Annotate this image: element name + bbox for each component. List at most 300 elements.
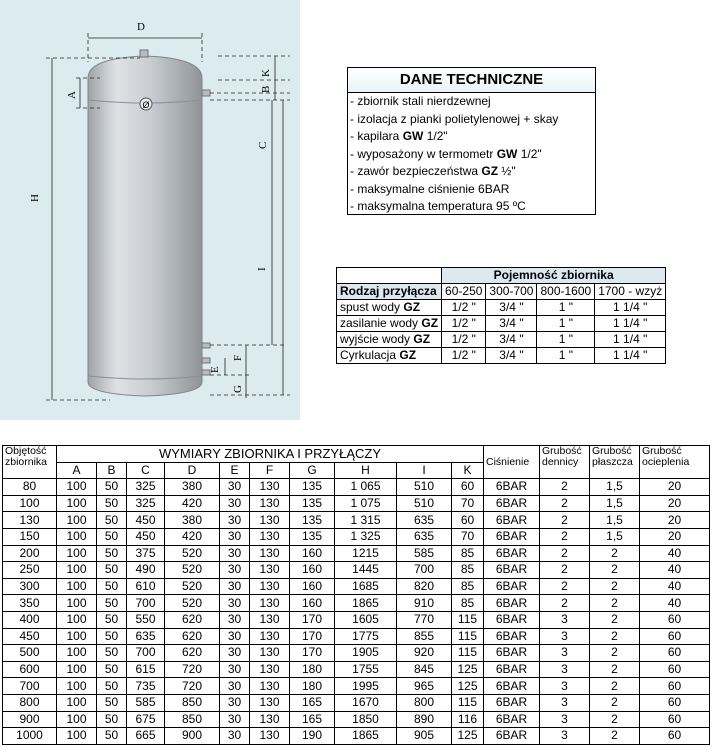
dimension-cell: 100 [57,595,97,612]
dimension-cell: 170 [290,645,335,662]
dimension-cell: 30 [220,578,250,595]
dimension-row [3,611,710,628]
dimension-cell: 160 [290,578,335,595]
dimension-cell: 30 [220,479,250,496]
tech-line [348,93,595,111]
dim-label-e: E [209,366,221,373]
dimension-cell: 160 [290,562,335,579]
dimension-cell: 2 [590,562,640,579]
technical-data-list [348,93,595,216]
dimension-cell: 500 [3,645,57,662]
tech-line [348,181,595,199]
dimension-cell: 1000 [3,728,57,745]
connection-name [337,316,442,332]
dimension-cell: 170 [290,628,335,645]
dimension-cell: 585 [397,545,452,562]
dimension-cell: 510 [397,479,452,496]
dimension-cell: 735 [127,678,165,695]
dimension-cell: 800 [397,694,452,711]
dimension-column-k: K [452,462,484,479]
dimension-cell: 3 [540,711,590,728]
dimension-cell: 125 [452,728,484,745]
dimension-cell: 70 [452,528,484,545]
connection-size: 3/4 " [486,316,537,332]
dimension-row [3,562,710,579]
dimension-cell: 60 [640,628,710,645]
dimension-cell: 30 [220,711,250,728]
dimension-cell: 20 [640,479,710,496]
dimension-cell: 6BAR [484,479,540,496]
dimension-cell: 1670 [335,694,397,711]
dimension-row [3,545,710,562]
dimension-row [3,495,710,512]
dimension-cell: 20 [640,512,710,529]
dimension-cell: 130 [250,528,290,545]
dimension-cell: 30 [220,545,250,562]
dimension-cell: 2 [590,728,640,745]
dimension-cell: 820 [397,578,452,595]
connection-size: 3/4 " [486,300,537,316]
dimension-cell: 910 [397,595,452,612]
dimension-cell: 510 [397,495,452,512]
dimension-cell: 2 [590,678,640,695]
insulation-thickness-header: Grubość ocieplenia [640,446,710,479]
dimension-cell: 100 [3,495,57,512]
dimensions-group-header: WYMIARY ZBIORNIKA I PRZYŁĄCZY [57,446,484,463]
top-fitting [140,50,148,57]
dimension-cell: 20 [640,495,710,512]
dimension-cell: 620 [165,628,220,645]
connection-name [337,332,442,348]
dimension-cell: 100 [57,562,97,579]
connection-name-text: spust wody [340,300,404,314]
dimension-cell: 40 [640,562,710,579]
dimension-cell: 450 [127,512,165,529]
dimension-cell: 6BAR [484,678,540,695]
dimension-cell: 170 [290,611,335,628]
dimension-cell: 1 065 [335,479,397,496]
dimension-cell: 6BAR [484,578,540,595]
dimension-cell: 115 [452,611,484,628]
capacity-range-header: 800-1600 [537,284,595,300]
dimension-cell: 380 [165,479,220,496]
dimension-cell: 100 [57,578,97,595]
dimension-cell: 100 [57,678,97,695]
capacity-range-header: 300-700 [486,284,537,300]
dimension-cell: 130 [250,479,290,496]
dim-label-f: F [232,354,244,361]
tech-line [348,111,595,129]
dimension-cell: 50 [97,528,127,545]
dimension-cell: 60 [640,611,710,628]
dimension-cell: 100 [57,628,97,645]
dimension-cell: 400 [3,611,57,628]
connection-size: 1 " [537,316,595,332]
dimension-cell: 2 [540,562,590,579]
tech-line-suffix: 1/2" [517,146,542,161]
dimension-cell: 6BAR [484,628,540,645]
dimension-cell: 6BAR [484,728,540,745]
dimension-cell: 30 [220,611,250,628]
dimension-cell: 130 [250,578,290,595]
dimension-cell: 2 [540,512,590,529]
dimension-cell: 920 [397,645,452,662]
dimension-cell: 100 [57,694,97,711]
dimension-cell: 50 [97,728,127,745]
dimension-cell: 30 [220,645,250,662]
pressure-header: Ciśnienie [484,446,540,479]
connection-size: 1/2 " [442,348,486,364]
dim-label-d: D [137,21,145,33]
dimension-cell: 2 [540,595,590,612]
dimension-cell: 700 [3,678,57,695]
capacity-range-header: 60-250 [442,284,486,300]
dimension-cell: 165 [290,694,335,711]
dimension-column-f: F [250,462,290,479]
dimension-cell: 50 [97,661,127,678]
dimension-cell: 700 [127,645,165,662]
connection-size: 1/2 " [442,316,486,332]
dimension-cell: 6BAR [484,611,540,628]
dimension-cell: 890 [397,711,452,728]
technical-data-box [347,67,596,215]
connection-size: 1 1/4 " [595,332,666,348]
dimension-cell: 6BAR [484,645,540,662]
dimension-cell: 130 [250,512,290,529]
dimension-cell: 100 [57,479,97,496]
tech-line-text: - maksymalna temperatura 95 ºC [350,199,526,213]
dimension-column-c: C [127,462,165,479]
dimension-cell: 2 [590,578,640,595]
dimension-cell: 6BAR [484,495,540,512]
dimension-cell: 905 [397,728,452,745]
tech-line [348,163,595,181]
dimension-cell: 720 [165,661,220,678]
dimension-cell: 800 [3,694,57,711]
dimension-cell: 635 [127,628,165,645]
dimension-cell: 85 [452,595,484,612]
dimension-cell: 6BAR [484,711,540,728]
dimension-cell: 180 [290,661,335,678]
dimension-cell: 2 [590,545,640,562]
dimension-cell: 165 [290,711,335,728]
dimension-cell: 450 [127,528,165,545]
tech-line-text: - zbiornik stali nierdzewnej [350,94,491,108]
connection-thread: GZ [413,332,431,346]
dimension-row [3,578,710,595]
dimension-column-g: G [290,462,335,479]
dimension-cell: 665 [127,728,165,745]
dimension-cell: 100 [57,528,97,545]
dimension-cell: 850 [165,711,220,728]
dimension-cell: 1 075 [335,495,397,512]
dim-label-i: I [256,267,268,271]
dimension-column-a: A [57,462,97,479]
dimension-cell: 2 [590,611,640,628]
dimension-cell: 180 [290,678,335,695]
dimension-cell: 965 [397,678,452,695]
dimension-cell: 85 [452,562,484,579]
dimension-cell: 60 [452,512,484,529]
connection-size: 1/2 " [442,332,486,348]
dimension-cell: 130 [3,512,57,529]
tank-drawing [0,0,300,420]
dimension-cell: 100 [57,495,97,512]
dimension-cell: 1,5 [590,495,640,512]
tech-line [348,146,595,164]
dimension-cell: 520 [165,545,220,562]
dimension-cell: 60 [640,645,710,662]
tech-line-bold: GW [496,146,518,161]
connection-type-header: Rodzaj przyłącza [337,284,442,300]
dimension-row [3,628,710,645]
capacity-header: Objętość zbiornika [3,446,57,479]
dimension-cell: 490 [127,562,165,579]
dimension-cell: 1605 [335,611,397,628]
dimension-cell: 40 [640,545,710,562]
dimension-cell: 50 [97,678,127,695]
dimension-cell: 520 [165,595,220,612]
dimension-cell: 30 [220,562,250,579]
dimension-cell: 130 [250,495,290,512]
dimension-row [3,645,710,662]
dimension-cell: 130 [250,628,290,645]
dimension-cell: 116 [452,711,484,728]
dimension-row [3,728,710,745]
dimension-cell: 40 [640,578,710,595]
dimension-cell: 85 [452,545,484,562]
dimension-cell: 70 [452,495,484,512]
dimension-cell: 130 [250,545,290,562]
connection-size: 1 " [537,348,595,364]
middle-fitting-1 [202,343,210,348]
connections-table [336,267,666,364]
dimension-cell: 6BAR [484,595,540,612]
dimension-cell: 615 [127,661,165,678]
dimension-cell: 2 [540,479,590,496]
dimension-cell: 160 [290,545,335,562]
thermometer-badge-label: Ø [142,100,150,110]
dimension-column-h: H [335,462,397,479]
connection-name-text: wyjście wody [340,332,414,346]
connection-size: 1 1/4 " [595,300,666,316]
dimension-cell: 130 [250,661,290,678]
dimension-cell: 130 [250,711,290,728]
connection-size: 1 " [537,300,595,316]
dimension-cell: 30 [220,661,250,678]
dimension-cell: 380 [165,512,220,529]
dimension-row [3,678,710,695]
dimension-cell: 375 [127,545,165,562]
dimension-cell: 845 [397,661,452,678]
dimension-cell: 60 [640,711,710,728]
connection-name-text: zasilanie wody [340,316,422,330]
dimension-cell: 100 [57,512,97,529]
dimension-cell: 50 [97,545,127,562]
dim-label-b: B [260,85,272,93]
tech-line-bold: GZ [481,164,499,178]
technical-data-title: DANE TECHNICZNE [348,68,595,93]
tech-line-text: - kapilara [350,129,403,143]
dim-label-a: A [66,91,78,99]
dimension-cell: 60 [640,728,710,745]
dimension-cell: 3 [540,645,590,662]
tech-line-bold: GW [402,129,424,143]
dimensions-table [2,445,710,745]
tech-line-text: - maksymalne ciśnienie 6BAR [350,181,510,196]
tech-line [348,128,595,146]
dimension-cell: 2 [540,528,590,545]
dimension-cell: 2 [540,578,590,595]
dimension-cell: 520 [165,578,220,595]
dimension-cell: 130 [250,645,290,662]
dimension-cell: 6BAR [484,661,540,678]
dimension-cell: 60 [640,661,710,678]
dimension-cell: 115 [452,694,484,711]
dimension-row [3,512,710,529]
dimension-cell: 3 [540,628,590,645]
dimension-cell: 325 [127,495,165,512]
dimension-cell: 125 [452,678,484,695]
dimension-cell: 135 [290,479,335,496]
dimension-cell: 200 [3,545,57,562]
dimension-column-e: E [220,462,250,479]
dimension-row [3,528,710,545]
dimension-cell: 855 [397,628,452,645]
connections-group-header: Pojemność zbiornika [442,268,666,284]
tech-line-text: - zawór bezpieczeństwa [350,164,482,178]
shell-thickness-header: Grubość płaszcza [590,446,640,479]
dimension-cell: 2 [590,628,640,645]
dimension-cell: 1865 [335,595,397,612]
dimension-cell: 600 [3,661,57,678]
dimension-cell: 770 [397,611,452,628]
capacity-range-header: 1700 - wzyż [595,284,666,300]
dimension-cell: 1 315 [335,512,397,529]
dimension-cell: 20 [640,528,710,545]
dimension-cell: 1,5 [590,479,640,496]
dimension-cell: 30 [220,628,250,645]
dimension-cell: 420 [165,495,220,512]
dimension-row [3,595,710,612]
dimension-cell: 1,5 [590,512,640,529]
connections-corner [337,268,442,284]
connection-row [337,332,666,348]
dimension-cell: 135 [290,512,335,529]
dimension-cell: 135 [290,528,335,545]
connection-size: 3/4 " [486,348,537,364]
tech-line-suffix: 1/2" [423,129,448,143]
dimension-cell: 6BAR [484,562,540,579]
dimension-cell: 40 [640,595,710,612]
dimension-cell: 700 [127,595,165,612]
connection-size: 1/2 " [442,300,486,316]
dimension-cell: 450 [3,628,57,645]
dimension-cell: 300 [3,578,57,595]
dimension-cell: 125 [452,661,484,678]
dimension-cell: 30 [220,694,250,711]
dimension-cell: 60 [452,479,484,496]
connection-row [337,300,666,316]
dimension-cell: 420 [165,528,220,545]
connection-row [337,316,666,332]
dimension-cell: 50 [97,562,127,579]
connection-size: 1 1/4 " [595,316,666,332]
connection-thread: GZ [399,348,417,362]
dimension-cell: 100 [57,611,97,628]
dimension-cell: 700 [397,562,452,579]
dimension-cell: 3 [540,694,590,711]
dimension-cell: 50 [97,512,127,529]
dimension-cell: 115 [452,628,484,645]
dimension-cell: 2 [590,711,640,728]
dimension-cell: 675 [127,711,165,728]
dimension-cell: 100 [57,711,97,728]
dimension-column-b: B [97,462,127,479]
dimension-cell: 635 [397,528,452,545]
dimension-cell: 250 [3,562,57,579]
connection-thread: GZ [421,316,439,330]
dimension-column-i: I [397,462,452,479]
tech-line-text: - wyposażony w termometr [350,146,497,161]
connection-row [337,348,666,364]
dimension-cell: 635 [397,512,452,529]
dimension-cell: 130 [250,694,290,711]
dim-label-c: C [257,141,269,149]
dimension-cell: 130 [250,595,290,612]
dimension-cell: 85 [452,578,484,595]
tech-line-text: - izolacja z pianki polietylenowej + skay [350,111,559,126]
dimension-cell: 130 [250,562,290,579]
dimension-cell: 620 [165,645,220,662]
dimension-cell: 60 [640,678,710,695]
dimension-cell: 585 [127,694,165,711]
dimension-cell: 900 [3,711,57,728]
dimension-cell: 850 [165,694,220,711]
dimension-cell: 130 [250,611,290,628]
dimension-cell: 100 [57,661,97,678]
dimension-cell: 115 [452,645,484,662]
dimension-cell: 1,5 [590,528,640,545]
dimension-cell: 30 [220,528,250,545]
dimension-cell: 30 [220,512,250,529]
dimension-row [3,711,710,728]
dimension-cell: 190 [290,728,335,745]
dimension-cell: 1775 [335,628,397,645]
dimension-cell: 2 [540,545,590,562]
connection-size: 1 1/4 " [595,348,666,364]
dimension-cell: 900 [165,728,220,745]
dimension-cell: 1 325 [335,528,397,545]
dimension-cell: 50 [97,578,127,595]
dimension-cell: 60 [640,694,710,711]
dimension-cell: 100 [57,645,97,662]
dimension-cell: 2 [590,661,640,678]
dimension-cell: 30 [220,678,250,695]
dimension-cell: 6BAR [484,512,540,529]
tech-line [348,198,595,216]
tech-line-suffix: ½" [498,164,516,178]
dimension-cell: 550 [127,611,165,628]
dimension-cell: 50 [97,628,127,645]
dimension-cell: 50 [97,595,127,612]
dimension-cell: 50 [97,479,127,496]
connection-name [337,300,442,316]
dimension-cell: 1755 [335,661,397,678]
dimension-cell: 160 [290,595,335,612]
dimension-cell: 2 [590,595,640,612]
dimension-cell: 135 [290,495,335,512]
